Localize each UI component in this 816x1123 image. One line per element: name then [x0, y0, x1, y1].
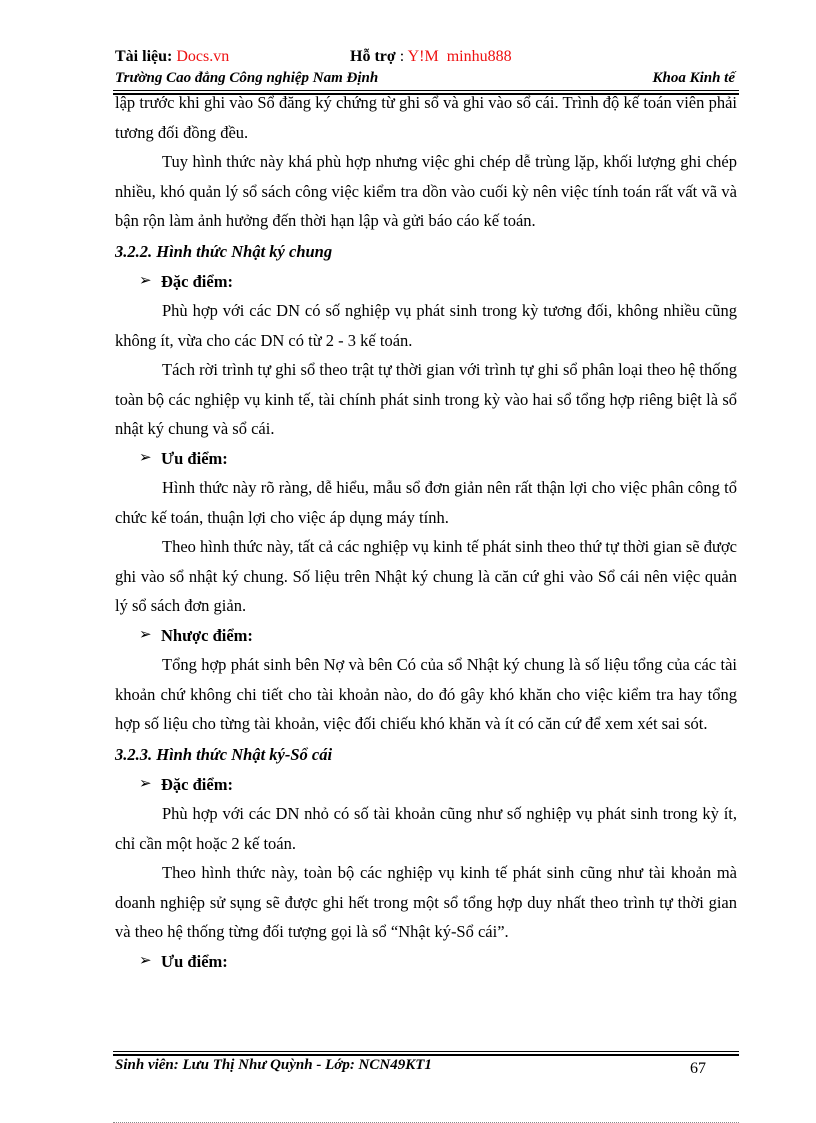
- arrow-bullet-icon: ➢: [139, 449, 152, 466]
- section-heading-3-2-3: 3.2.3. Hình thức Nhật ký-Sổ cái: [115, 744, 333, 764]
- arrow-bullet-icon: ➢: [139, 775, 152, 792]
- paragraph: Phù hợp với các DN có số nghiệp vụ phát sinh trong kỳ tương đối, không nhiều cũng không ít, vừa cho các DN có từ 2 - 3 kế toán.: [115, 301, 737, 350]
- paragraph: Tổng hợp phát sinh bên Nợ và bên Có của sổ Nhật ký chung là số liệu tổng của các tài khoản chứ không chi tiết cho tài khoản nào, do đó gây khó khăn cho việc kiểm tra hay tổng hợp số liệu cho từng tài khoản, việc đối chiếu khó khăn và ít có căn cứ để xem xét sai sót.: [115, 655, 737, 733]
- page-body: [115, 88, 737, 976]
- page-number: 67: [690, 1060, 706, 1077]
- source-line: Tài liệu: Docs.vn Hỗ trợ : Y!M minhu888: [115, 48, 512, 65]
- support-label: Hỗ trợ: [350, 48, 396, 65]
- footer-rule: [113, 1051, 739, 1052]
- doc-site-link[interactable]: Docs.vn: [176, 48, 230, 65]
- paragraph: lập trước khi ghi vào Sổ đăng ký chứng từ ghi sổ và ghi vào sổ cái. Trình độ kế toán viên phải tương đối đồng đều.: [115, 93, 737, 142]
- department-name: Khoa Kinh tế: [652, 70, 735, 86]
- arrow-bullet-icon: ➢: [139, 272, 152, 289]
- bullet-label: Đặc điểm:: [161, 774, 233, 794]
- bullet-label: Đặc điểm:: [161, 271, 233, 291]
- paragraph: Tách rời trình tự ghi sổ theo trật tự thời gian với trình tự ghi sổ phân loại theo hệ thống toàn bộ các nghiệp vụ kinh tế, tài chính phát sinh trong kỳ vào hai sổ tổng hợp riêng biệt là sổ nhật ký chung và sổ cái.: [115, 360, 737, 438]
- bullet-nhuoc-diem: [115, 621, 737, 651]
- school-name: Trường Cao đẳng Công nghiệp Nam Định: [115, 70, 379, 86]
- paragraph: Phù hợp với các DN nhỏ có số tài khoản cũng như số nghiệp vụ phát sinh trong kỳ ít, chỉ cần một hoặc 2 kế toán.: [115, 804, 737, 853]
- running-header: [115, 70, 735, 87]
- support-ym: Y!M: [407, 48, 439, 65]
- arrow-bullet-icon: ➢: [139, 952, 152, 969]
- student-info: Sinh viên: Lưu Thị Như Quỳnh - Lớp: NCN49KT1: [115, 1057, 432, 1073]
- paragraph: Hình thức này rõ ràng, dễ hiểu, mẫu sổ đơn giản nên rất thận lợi cho việc phân công tổ chức kế toán, thuận lợi cho việc áp dụng máy tính.: [115, 478, 737, 527]
- doc-label: Tài liệu: [115, 48, 168, 65]
- bullet-label: Ưu điểm:: [161, 951, 228, 971]
- paragraph: Theo hình thức này, toàn bộ các nghiệp vụ kinh tế phát sinh cũng như tài khoản mà doanh nghiệp sử sụng sẽ được ghi hết trong một sổ tổng hợp duy nhất theo trình tự thời gian và theo hệ thống từng đối tượng gọi là sổ “Nhật ký-Sổ cái”.: [115, 863, 737, 941]
- bullet-uu-diem: [115, 947, 737, 977]
- bullet-label: Ưu điểm:: [161, 448, 228, 468]
- bullet-label: Nhược điểm:: [161, 625, 253, 645]
- section-heading-3-2-2: 3.2.2. Hình thức Nhật ký chung: [115, 241, 333, 261]
- support-id: minhu888: [446, 48, 512, 65]
- bullet-dac-diem: [115, 267, 737, 297]
- footer-rule-thick: [113, 1054, 739, 1056]
- paragraph: Tuy hình thức này khá phù hợp nhưng việc ghi chép dễ trùng lặp, khối lượng ghi chép nhiều, khó quản lý sổ sách công việc kiểm tra dồn vào cuối kỳ nên việc tính toán rất vất vã và bận rộn làm ảnh hưởng đến thời hạn lập và gửi báo cáo kế toán.: [115, 152, 737, 230]
- bullet-dac-diem: [115, 770, 737, 800]
- paragraph: Theo hình thức này, tất cả các nghiệp vụ kinh tế phát sinh theo thứ tự thời gian sẽ được ghi vào sổ nhật ký chung. Số liệu trên Nhật ký chung là căn cứ ghi vào Sổ cái nên việc quản lý sổ sách đơn giản.: [115, 537, 737, 615]
- bullet-uu-diem: [115, 444, 737, 474]
- arrow-bullet-icon: ➢: [139, 626, 152, 643]
- support-info: Hỗ trợ : Y!M minhu888: [350, 48, 512, 65]
